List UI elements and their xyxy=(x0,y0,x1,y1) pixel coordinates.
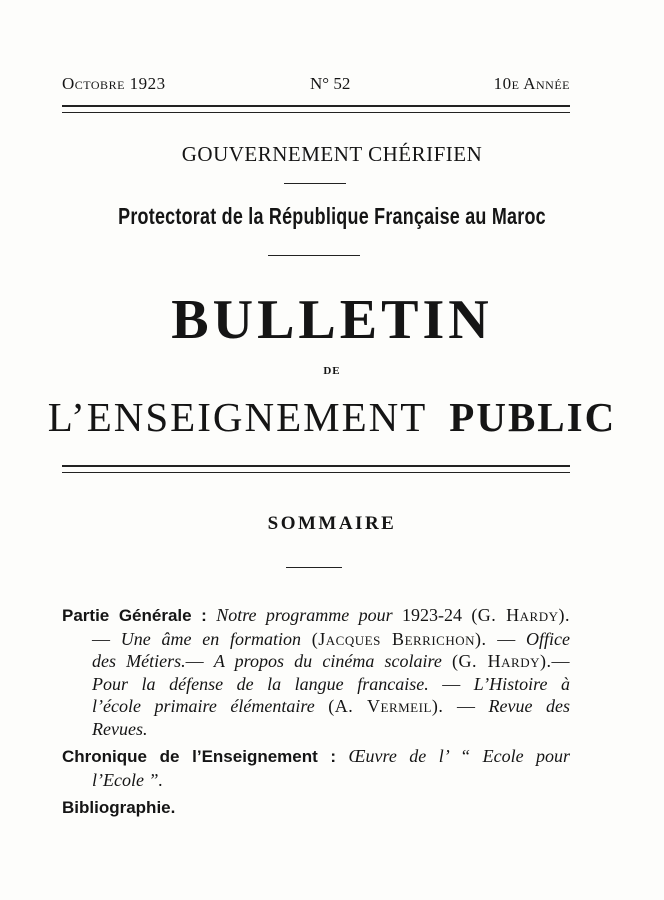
toc-line xyxy=(62,604,570,628)
toc-line xyxy=(62,650,570,673)
toc-entry-chronique xyxy=(62,745,570,791)
toc-line xyxy=(62,769,570,792)
toc-line xyxy=(62,628,570,651)
article-title: l’Ecole ”. xyxy=(92,769,163,790)
article-author: (Jacques Berrichon). xyxy=(311,628,487,649)
article-author: (A. Vermeil). xyxy=(328,696,444,716)
section-heading: Chronique de l’Enseignement : xyxy=(62,747,337,766)
article-title: Revue des xyxy=(488,696,571,716)
protectorate-heading: Protectorat de la République Française au Maroc xyxy=(118,203,546,229)
page-title: BULLETIN xyxy=(171,289,493,351)
article-title: Pour la défense de la langue francaise. xyxy=(92,673,429,694)
dash-separator: — xyxy=(497,628,516,649)
article-author: (G. Hardy).— xyxy=(452,651,570,671)
article-title: L’Histoire à xyxy=(473,673,571,694)
government-heading: GOUVERNEMENT CHÉRIFIEN xyxy=(181,142,483,166)
issue-number: N° 52 xyxy=(310,74,351,93)
article-year: 1923-24 xyxy=(401,605,462,625)
toc-entry-bibliographie xyxy=(62,796,570,820)
issue-year: 10e Année xyxy=(493,74,570,93)
short-divider xyxy=(286,567,342,568)
title-connector: DE xyxy=(323,365,341,377)
dash-separator: — xyxy=(92,628,110,649)
dash-separator: — xyxy=(185,651,204,671)
page-subtitle xyxy=(0,393,664,441)
article-title: Revues. xyxy=(92,718,148,739)
toc-entry-partie-generale xyxy=(62,604,570,740)
article-title: Une âme en formation xyxy=(120,628,302,649)
section-heading: Bibliographie. xyxy=(62,798,176,817)
article-title: A propos du cinéma scolaire xyxy=(213,651,442,671)
subtitle-word-1: L’ENSEIGNEMENT xyxy=(47,394,428,440)
section-heading: Partie Générale : xyxy=(62,606,207,625)
article-title: Office xyxy=(526,628,571,649)
table-of-contents xyxy=(62,604,570,825)
title-double-rule xyxy=(62,465,570,473)
toc-line xyxy=(62,673,570,696)
article-title: des Métiers. xyxy=(92,651,186,671)
issue-month: Octobre 1923 xyxy=(62,74,166,93)
article-title: l’école primaire élémentaire xyxy=(92,696,315,716)
article-author: (G. Hardy). xyxy=(471,605,570,625)
dash-separator: — xyxy=(442,673,461,694)
masthead xyxy=(62,74,570,96)
short-divider xyxy=(284,183,346,184)
masthead-double-rule xyxy=(62,105,570,113)
toc-line xyxy=(62,695,570,718)
toc-line xyxy=(62,745,570,769)
toc-line xyxy=(62,796,570,820)
toc-line xyxy=(62,718,570,741)
article-title: Notre programme pour xyxy=(216,605,393,625)
summary-heading: SOMMAIRE xyxy=(267,513,397,534)
dash-separator: — xyxy=(456,696,475,716)
subtitle-word-2: PUBLIC xyxy=(449,394,617,440)
short-divider xyxy=(268,255,360,256)
article-title: Œuvre de l’ “ Ecole pour xyxy=(348,746,570,766)
